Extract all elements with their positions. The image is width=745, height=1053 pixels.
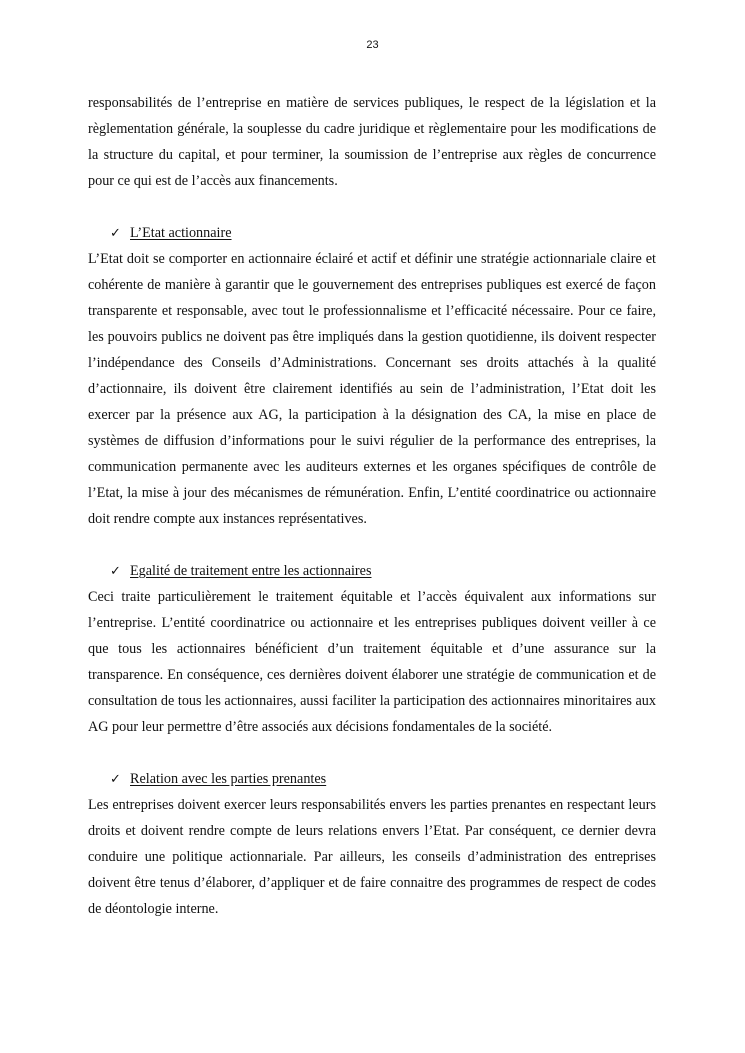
document-body (88, 90, 656, 922)
paragraph-spacer (88, 532, 656, 558)
section-heading-text: L’Etat actionnaire (130, 225, 232, 241)
egalite-paragraph: Ceci traite particulièrement le traitement équitable et l’accès équivalent aux informations sur l’entreprise. L’entité coordinatrice ou actionnaire et les entreprises publiques doivent veiller à ce que tous les actionnaires bénéficient d’un traitement équitable et d’une assurance sur la transparence. En conséquence, ces dernières doivent élaborer une stratégie de communication et de consultation de tous les actionnaires, aussi faciliter la participation des actionnaires minoritaires aux AG pour leur permettre d’être associés aux décisions fondamentales de la société. (88, 589, 656, 735)
checkmark-icon: ✓ (110, 772, 121, 787)
etat-actionnaire-paragraph: L’Etat doit se comporter en actionnaire éclairé et actif et définir une stratégie actionnariale claire et cohérente de manière à garantir que le gouvernement des entreprises publiques est exercé de façon transparente et responsable, avec tout le professionnalisme et l’efficacité nécessaire. Pour ce faire, les pouvoirs publics ne doivent pas être impliqués dans la gestion quotidienne, ils doivent respecter l’indépendance des Conseils d’Administrations. Concernant ses droits attachés à la qualité d’actionnaire, ils doivent être clairement identifiés au sein de l’administration, l’Etat doit les exercer par la présence aux AG, la participation à la désignation des CA, la mise en place de systèmes de diffusion d’informations pour le suivi régulier de la performance des entreprises, la communication permanente avec les auditeurs externes et les organes spécifiques de contrôle de l’Etat, la mise à jour des mécanismes de rémunération. Enfin, L’entité coordinatrice ou actionnaire doit rendre compte aux instances représentatives. (88, 251, 656, 527)
section-heading-egalite (88, 558, 656, 584)
section-heading-text: Relation avec les parties prenantes (130, 771, 327, 787)
section-heading-text: Egalité de traitement entre les actionnaires (130, 563, 372, 579)
checkmark-icon: ✓ (110, 564, 121, 579)
section-heading-relation (88, 766, 656, 792)
section-heading-etat-actionnaire (88, 220, 656, 246)
intro-paragraph: responsabilités de l’entreprise en matière de services publiques, le respect de la législation et la règlementation générale, la souplesse du cadre juridique et règlementaire pour les modifications de la structure du capital, et pour terminer, la soumission de l’entreprise aux règles de concurrence pour ce qui est de l’accès aux financements. (88, 95, 656, 189)
page-number: 23 (366, 39, 379, 51)
paragraph-spacer (88, 740, 656, 766)
checkmark-icon: ✓ (110, 226, 121, 241)
paragraph-spacer (88, 194, 656, 220)
relation-paragraph: Les entreprises doivent exercer leurs responsabilités envers les parties prenantes en respectant leurs droits et doivent rendre compte de leurs relations envers l’Etat. Par conséquent, ce dernier devra conduire une politique actionnariale. Par ailleurs, les conseils d’administration des entreprises doivent être tenus d’élaborer, d’appliquer et de faire connaitre des programmes de respect de codes de déontologie interne. (88, 797, 656, 917)
